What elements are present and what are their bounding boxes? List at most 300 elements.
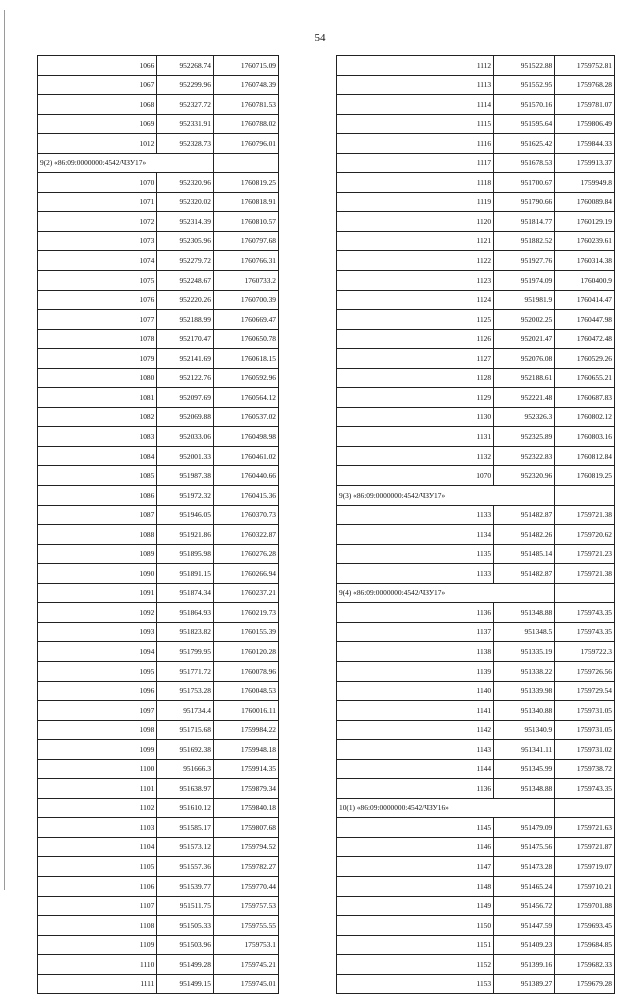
- y-coordinate-cell: 1759684.85: [555, 935, 615, 955]
- point-number-cell: 1126: [337, 329, 494, 349]
- x-coordinate-cell: 952220.26: [157, 290, 214, 310]
- y-coordinate-cell: 1760592.96: [213, 368, 278, 388]
- table-row: [337, 955, 615, 975]
- table-row: [38, 525, 279, 545]
- point-number-cell: 1070: [337, 466, 494, 486]
- table-row: [337, 446, 615, 466]
- table-row: [337, 407, 615, 427]
- coordinates-table-left: [37, 55, 279, 994]
- table-row: [38, 310, 279, 330]
- x-coordinate-cell: 951340.9: [494, 720, 555, 740]
- y-coordinate-cell: 1759794.52: [213, 837, 278, 857]
- y-coordinate-cell: 1759743.35: [555, 622, 615, 642]
- x-coordinate-cell: 951790.66: [494, 192, 555, 212]
- y-coordinate-cell: 1759844.33: [555, 134, 615, 154]
- y-coordinate-cell: 1760812.84: [555, 446, 615, 466]
- y-coordinate-cell: 1759731.02: [555, 740, 615, 760]
- y-coordinate-cell: 1759770.44: [213, 876, 278, 896]
- x-coordinate-cell: 951522.88: [494, 56, 555, 76]
- point-number-cell: 1096: [38, 681, 157, 701]
- x-coordinate-cell: 951946.05: [157, 505, 214, 525]
- x-coordinate-cell: 952141.69: [157, 349, 214, 369]
- y-coordinate-cell: 1760415.36: [213, 486, 278, 506]
- y-coordinate-cell: 1760370.73: [213, 505, 278, 525]
- y-coordinate-cell: 1760120.28: [213, 642, 278, 662]
- table-row: [38, 388, 279, 408]
- y-coordinate-cell: 1759693.45: [555, 916, 615, 936]
- point-number-cell: 1070: [38, 173, 157, 193]
- x-coordinate-cell: 951482.87: [494, 564, 555, 584]
- point-number-cell: 1092: [38, 603, 157, 623]
- y-coordinate-cell: 1760266.94: [213, 564, 278, 584]
- point-number-cell: 1071: [38, 192, 157, 212]
- point-number-cell: 1148: [337, 876, 494, 896]
- table-row: [337, 349, 615, 369]
- point-number-cell: 1106: [38, 876, 157, 896]
- point-number-cell: 1103: [38, 818, 157, 838]
- x-coordinate-cell: 952097.69: [157, 388, 214, 408]
- point-number-cell: 1097: [38, 701, 157, 721]
- x-coordinate-cell: 952002.25: [494, 310, 555, 330]
- table-row: [38, 231, 279, 251]
- y-coordinate-cell: 1759701.88: [555, 896, 615, 916]
- table-row: [38, 564, 279, 584]
- x-coordinate-cell: 951456.72: [494, 896, 555, 916]
- point-number-cell: 1083: [38, 427, 157, 447]
- point-number-cell: 1142: [337, 720, 494, 740]
- scan-edge-line: [4, 10, 5, 890]
- x-coordinate-cell: 952320.96: [157, 173, 214, 193]
- y-coordinate-cell: 1760440.66: [213, 466, 278, 486]
- table-row: [337, 75, 615, 95]
- x-coordinate-cell: 951625.42: [494, 134, 555, 154]
- y-coordinate-cell: 1759721.63: [555, 818, 615, 838]
- table-row: [337, 974, 615, 994]
- table-row: [38, 857, 279, 877]
- x-coordinate-cell: 952328.73: [157, 134, 214, 154]
- table-row: [337, 740, 615, 760]
- section-header-row: [38, 153, 279, 173]
- coordinates-table-right-body: [337, 56, 615, 994]
- table-row: [337, 759, 615, 779]
- point-number-cell: 1152: [337, 955, 494, 975]
- y-coordinate-cell: 1760237.21: [213, 583, 278, 603]
- table-row: [38, 916, 279, 936]
- point-number-cell: 1078: [38, 329, 157, 349]
- point-number-cell: 1127: [337, 349, 494, 369]
- point-number-cell: 1138: [337, 642, 494, 662]
- point-number-cell: 1116: [337, 134, 494, 154]
- y-coordinate-cell: 1759743.35: [555, 603, 615, 623]
- section-blank-cell: [555, 486, 615, 506]
- x-coordinate-cell: 952076.08: [494, 349, 555, 369]
- x-coordinate-cell: 951972.32: [157, 486, 214, 506]
- point-number-cell: 1122: [337, 251, 494, 271]
- y-coordinate-cell: 1760314.38: [555, 251, 615, 271]
- y-coordinate-cell: 1760781.53: [213, 95, 278, 115]
- x-coordinate-cell: 952188.61: [494, 368, 555, 388]
- x-coordinate-cell: 951882.52: [494, 231, 555, 251]
- table-row: [337, 114, 615, 134]
- x-coordinate-cell: 951715.68: [157, 720, 214, 740]
- y-coordinate-cell: 1760447.98: [555, 310, 615, 330]
- x-coordinate-cell: 951974.09: [494, 271, 555, 291]
- y-coordinate-cell: 1759743.35: [555, 779, 615, 799]
- table-row: [38, 701, 279, 721]
- y-coordinate-cell: 1760078.96: [213, 661, 278, 681]
- y-coordinate-cell: 1759757.53: [213, 896, 278, 916]
- point-number-cell: 1081: [38, 388, 157, 408]
- point-number-cell: 1101: [38, 779, 157, 799]
- point-number-cell: 1085: [38, 466, 157, 486]
- x-coordinate-cell: 952322.83: [494, 446, 555, 466]
- y-coordinate-cell: 1760048.53: [213, 681, 278, 701]
- table-row: [337, 505, 615, 525]
- table-row: [38, 876, 279, 896]
- table-row: [337, 212, 615, 232]
- x-coordinate-cell: 951927.76: [494, 251, 555, 271]
- y-coordinate-cell: 1760276.28: [213, 544, 278, 564]
- x-coordinate-cell: 952188.99: [157, 310, 214, 330]
- table-row: [337, 56, 615, 76]
- x-coordinate-cell: 951981.9: [494, 290, 555, 310]
- table-row: [337, 525, 615, 545]
- y-coordinate-cell: 1759731.05: [555, 720, 615, 740]
- table-row: [38, 212, 279, 232]
- y-coordinate-cell: 1760766.31: [213, 251, 278, 271]
- y-coordinate-cell: 1760810.57: [213, 212, 278, 232]
- y-coordinate-cell: 1760687.83: [555, 388, 615, 408]
- section-label: 10(1) «86:09:0000000:4542/ЧЗУ16»: [337, 798, 555, 818]
- x-coordinate-cell: 951511.75: [157, 896, 214, 916]
- point-number-cell: 1077: [38, 310, 157, 330]
- x-coordinate-cell: 952248.67: [157, 271, 214, 291]
- x-coordinate-cell: 951823.82: [157, 622, 214, 642]
- y-coordinate-cell: 1759745.21: [213, 955, 278, 975]
- point-number-cell: 1072: [38, 212, 157, 232]
- x-coordinate-cell: 951482.87: [494, 505, 555, 525]
- table-row: [38, 818, 279, 838]
- y-coordinate-cell: 1759721.38: [555, 505, 615, 525]
- x-coordinate-cell: 951473.28: [494, 857, 555, 877]
- table-row: [337, 466, 615, 486]
- point-number-cell: 1099: [38, 740, 157, 760]
- section-blank-cell: [555, 798, 615, 818]
- point-number-cell: 1109: [38, 935, 157, 955]
- table-row: [38, 798, 279, 818]
- section-label: 9(2) «86:09:0000000:4542/ЧЗУ17»: [38, 153, 214, 173]
- x-coordinate-cell: 951409.23: [494, 935, 555, 955]
- x-coordinate-cell: 951585.17: [157, 818, 214, 838]
- table-row: [337, 427, 615, 447]
- x-coordinate-cell: 951485.14: [494, 544, 555, 564]
- x-coordinate-cell: 951465.24: [494, 876, 555, 896]
- x-coordinate-cell: 951734.4: [157, 701, 214, 721]
- x-coordinate-cell: 951864.93: [157, 603, 214, 623]
- point-number-cell: 1134: [337, 525, 494, 545]
- x-coordinate-cell: 952221.48: [494, 388, 555, 408]
- table-row: [38, 974, 279, 994]
- table-row: [337, 231, 615, 251]
- section-header-row: [337, 486, 615, 506]
- table-row: [337, 622, 615, 642]
- point-number-cell: 1123: [337, 271, 494, 291]
- x-coordinate-cell: 951539.77: [157, 876, 214, 896]
- x-coordinate-cell: 951338.22: [494, 661, 555, 681]
- point-number-cell: 1147: [337, 857, 494, 877]
- y-coordinate-cell: 1759879.34: [213, 779, 278, 799]
- point-number-cell: 1112: [337, 56, 494, 76]
- y-coordinate-cell: 1759914.35: [213, 759, 278, 779]
- y-coordinate-cell: 1759720.62: [555, 525, 615, 545]
- y-coordinate-cell: 1759807.68: [213, 818, 278, 838]
- point-number-cell: 1132: [337, 446, 494, 466]
- x-coordinate-cell: 951570.16: [494, 95, 555, 115]
- table-row: [38, 114, 279, 134]
- y-coordinate-cell: 1759729.54: [555, 681, 615, 701]
- y-coordinate-cell: 1760322.87: [213, 525, 278, 545]
- x-coordinate-cell: 951573.12: [157, 837, 214, 857]
- section-header-row: [337, 583, 615, 603]
- table-row: [38, 505, 279, 525]
- x-coordinate-cell: 951505.33: [157, 916, 214, 936]
- table-row: [38, 329, 279, 349]
- point-number-cell: 1150: [337, 916, 494, 936]
- point-number-cell: 1117: [337, 153, 494, 173]
- x-coordinate-cell: 951345.99: [494, 759, 555, 779]
- section-label: 9(4) «86:09:0000000:4542/ЧЗУ17»: [337, 583, 555, 603]
- x-coordinate-cell: 951339.98: [494, 681, 555, 701]
- x-coordinate-cell: 952021.47: [494, 329, 555, 349]
- x-coordinate-cell: 951447.59: [494, 916, 555, 936]
- y-coordinate-cell: 1760803.16: [555, 427, 615, 447]
- y-coordinate-cell: 1759755.55: [213, 916, 278, 936]
- x-coordinate-cell: 951503.96: [157, 935, 214, 955]
- x-coordinate-cell: 952069.88: [157, 407, 214, 427]
- point-number-cell: 1069: [38, 114, 157, 134]
- point-number-cell: 1098: [38, 720, 157, 740]
- y-coordinate-cell: 1760472.48: [555, 329, 615, 349]
- y-coordinate-cell: 1760715.09: [213, 56, 278, 76]
- point-number-cell: 1145: [337, 818, 494, 838]
- table-row: [38, 544, 279, 564]
- table-row: [337, 251, 615, 271]
- table-row: [337, 271, 615, 291]
- point-number-cell: 1119: [337, 192, 494, 212]
- point-number-cell: 1113: [337, 75, 494, 95]
- point-number-cell: 1068: [38, 95, 157, 115]
- table-row: [337, 153, 615, 173]
- point-number-cell: 1094: [38, 642, 157, 662]
- point-number-cell: 1100: [38, 759, 157, 779]
- y-coordinate-cell: 1760733.2: [213, 271, 278, 291]
- x-coordinate-cell: 951557.36: [157, 857, 214, 877]
- table-row: [38, 75, 279, 95]
- y-coordinate-cell: 1760788.02: [213, 114, 278, 134]
- table-row: [337, 857, 615, 877]
- point-number-cell: 1136: [337, 779, 494, 799]
- y-coordinate-cell: 1759710.21: [555, 876, 615, 896]
- y-coordinate-cell: 1759768.28: [555, 75, 615, 95]
- point-number-cell: 1091: [38, 583, 157, 603]
- y-coordinate-cell: 1759948.18: [213, 740, 278, 760]
- point-number-cell: 1012: [38, 134, 157, 154]
- table-row: [38, 720, 279, 740]
- x-coordinate-cell: 952170.47: [157, 329, 214, 349]
- point-number-cell: 1129: [337, 388, 494, 408]
- y-coordinate-cell: 1759726.56: [555, 661, 615, 681]
- table-row: [38, 251, 279, 271]
- table-row: [38, 486, 279, 506]
- table-row: [337, 876, 615, 896]
- y-coordinate-cell: 1760016.11: [213, 701, 278, 721]
- table-row: [337, 95, 615, 115]
- x-coordinate-cell: 951692.38: [157, 740, 214, 760]
- x-coordinate-cell: 952299.96: [157, 75, 214, 95]
- table-row: [337, 329, 615, 349]
- y-coordinate-cell: 1760129.19: [555, 212, 615, 232]
- y-coordinate-cell: 1760414.47: [555, 290, 615, 310]
- x-coordinate-cell: 951389.27: [494, 974, 555, 994]
- x-coordinate-cell: 951895.98: [157, 544, 214, 564]
- y-coordinate-cell: 1759752.81: [555, 56, 615, 76]
- y-coordinate-cell: 1759913.37: [555, 153, 615, 173]
- y-coordinate-cell: 1759753.1: [213, 935, 278, 955]
- table-row: [337, 310, 615, 330]
- point-number-cell: 1141: [337, 701, 494, 721]
- y-coordinate-cell: 1760700.39: [213, 290, 278, 310]
- section-blank-cell: [555, 583, 615, 603]
- y-coordinate-cell: 1760239.61: [555, 231, 615, 251]
- point-number-cell: 1086: [38, 486, 157, 506]
- table-row: [337, 173, 615, 193]
- x-coordinate-cell: 951799.95: [157, 642, 214, 662]
- x-coordinate-cell: 951475.56: [494, 837, 555, 857]
- point-number-cell: 1131: [337, 427, 494, 447]
- table-row: [337, 701, 615, 721]
- table-row: [38, 56, 279, 76]
- x-coordinate-cell: 952331.91: [157, 114, 214, 134]
- y-coordinate-cell: 1760669.47: [213, 310, 278, 330]
- x-coordinate-cell: 951348.88: [494, 603, 555, 623]
- table-row: [38, 407, 279, 427]
- y-coordinate-cell: 1760797.68: [213, 231, 278, 251]
- y-coordinate-cell: 1760618.15: [213, 349, 278, 369]
- point-number-cell: 1080: [38, 368, 157, 388]
- y-coordinate-cell: 1759745.01: [213, 974, 278, 994]
- table-row: [337, 661, 615, 681]
- table-row: [38, 935, 279, 955]
- table-row: [38, 95, 279, 115]
- point-number-cell: 1115: [337, 114, 494, 134]
- section-header-row: [337, 798, 615, 818]
- point-number-cell: 1151: [337, 935, 494, 955]
- table-row: [337, 603, 615, 623]
- y-coordinate-cell: 1760748.39: [213, 75, 278, 95]
- point-number-cell: 1082: [38, 407, 157, 427]
- point-number-cell: 1118: [337, 173, 494, 193]
- point-number-cell: 1128: [337, 368, 494, 388]
- y-coordinate-cell: 1759984.22: [213, 720, 278, 740]
- x-coordinate-cell: 951814.77: [494, 212, 555, 232]
- table-row: [38, 740, 279, 760]
- point-number-cell: 1108: [38, 916, 157, 936]
- table-row: [337, 818, 615, 838]
- section-label: 9(3) «86:09:0000000:4542/ЧЗУ17»: [337, 486, 555, 506]
- x-coordinate-cell: 951335.19: [494, 642, 555, 662]
- table-row: [337, 681, 615, 701]
- table-row: [337, 388, 615, 408]
- point-number-cell: 1075: [38, 271, 157, 291]
- point-number-cell: 1136: [337, 603, 494, 623]
- y-coordinate-cell: 1759721.87: [555, 837, 615, 857]
- table-row: [38, 192, 279, 212]
- y-coordinate-cell: 1760564.12: [213, 388, 278, 408]
- x-coordinate-cell: 951595.64: [494, 114, 555, 134]
- y-coordinate-cell: 1760461.02: [213, 446, 278, 466]
- table-row: [38, 446, 279, 466]
- table-row: [337, 720, 615, 740]
- point-number-cell: 1105: [38, 857, 157, 877]
- x-coordinate-cell: 951482.26: [494, 525, 555, 545]
- point-number-cell: 1084: [38, 446, 157, 466]
- x-coordinate-cell: 951348.5: [494, 622, 555, 642]
- point-number-cell: 1104: [38, 837, 157, 857]
- y-coordinate-cell: 1760529.26: [555, 349, 615, 369]
- x-coordinate-cell: 951921.86: [157, 525, 214, 545]
- point-number-cell: 1089: [38, 544, 157, 564]
- y-coordinate-cell: 1759781.07: [555, 95, 615, 115]
- x-coordinate-cell: 952326.3: [494, 407, 555, 427]
- point-number-cell: 1090: [38, 564, 157, 584]
- point-number-cell: 1073: [38, 231, 157, 251]
- x-coordinate-cell: 951638.97: [157, 779, 214, 799]
- x-coordinate-cell: 951891.15: [157, 564, 214, 584]
- y-coordinate-cell: 1760802.12: [555, 407, 615, 427]
- point-number-cell: 1125: [337, 310, 494, 330]
- point-number-cell: 1143: [337, 740, 494, 760]
- point-number-cell: 1133: [337, 505, 494, 525]
- point-number-cell: 1153: [337, 974, 494, 994]
- x-coordinate-cell: 951610.12: [157, 798, 214, 818]
- y-coordinate-cell: 1759806.49: [555, 114, 615, 134]
- y-coordinate-cell: 1759679.28: [555, 974, 615, 994]
- point-number-cell: 1121: [337, 231, 494, 251]
- point-number-cell: 1110: [38, 955, 157, 975]
- x-coordinate-cell: 952279.72: [157, 251, 214, 271]
- table-row: [337, 192, 615, 212]
- x-coordinate-cell: 951399.16: [494, 955, 555, 975]
- table-row: [38, 642, 279, 662]
- point-number-cell: 1095: [38, 661, 157, 681]
- point-number-cell: 1079: [38, 349, 157, 369]
- x-coordinate-cell: 951479.09: [494, 818, 555, 838]
- table-row: [337, 935, 615, 955]
- point-number-cell: 1124: [337, 290, 494, 310]
- point-number-cell: 1146: [337, 837, 494, 857]
- x-coordinate-cell: 951700.67: [494, 173, 555, 193]
- point-number-cell: 1133: [337, 564, 494, 584]
- table-row: [38, 134, 279, 154]
- y-coordinate-cell: 1759722.3: [555, 642, 615, 662]
- table-row: [337, 290, 615, 310]
- x-coordinate-cell: 952033.06: [157, 427, 214, 447]
- point-number-cell: 1149: [337, 896, 494, 916]
- table-row: [337, 916, 615, 936]
- point-number-cell: 1076: [38, 290, 157, 310]
- y-coordinate-cell: 1759782.27: [213, 857, 278, 877]
- table-row: [38, 622, 279, 642]
